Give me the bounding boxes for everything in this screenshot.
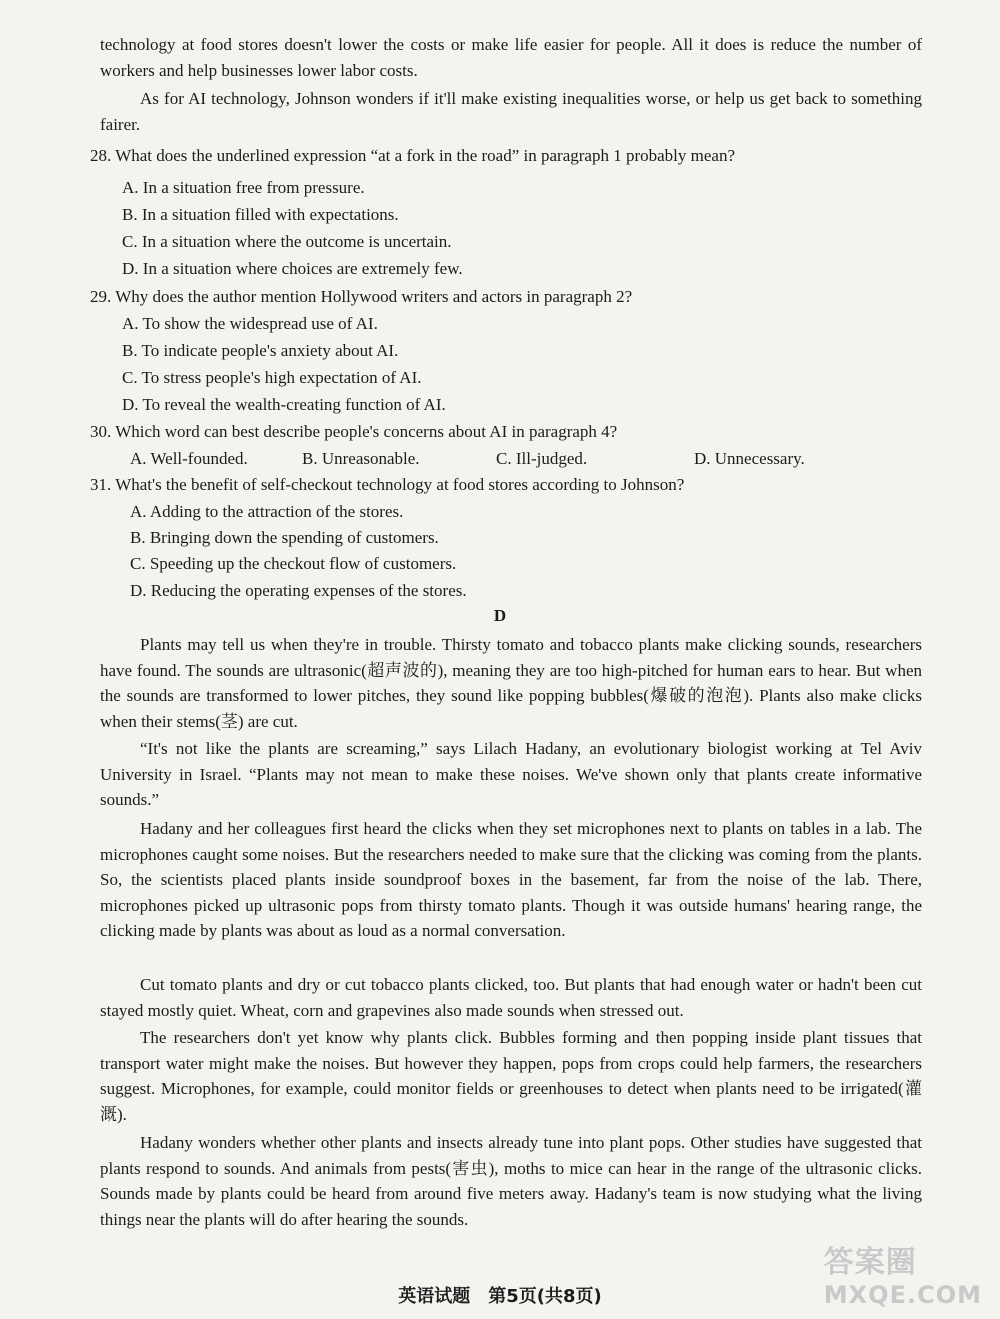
page-footer: 英语试题 第5页(共8页): [398, 1286, 602, 1307]
question-30-option-a[interactable]: A. Well-founded.: [130, 449, 248, 468]
question-29-option-b[interactable]: B. To indicate people's anxiety about AI.: [122, 341, 399, 360]
section-d-paragraph-1: Plants may tell us when they're in trouble. Thirsty tomato and tobacco plants make clicking sounds, researchers have found. The sounds are ultrasonic(超声波的), meaning they are too high-pitched for human ears to hear. But when the sounds are transformed to lower pitches, they sound like popping bubbles(爆破的泡泡). Plants also make clicks when their stems(茎) are cut.: [100, 635, 922, 731]
question-29-option-d[interactable]: D. To reveal the wealth-creating function of AI.: [122, 395, 446, 414]
question-31-option-a[interactable]: A. Adding to the attraction of the stores.: [130, 502, 404, 521]
question-30-stem: 30. Which word can best describe people's concerns about AI in paragraph 4?: [90, 422, 618, 441]
question-28-option-a[interactable]: A. In a situation free from pressure.: [122, 178, 365, 197]
watermark-logo-text: 答案圈: [823, 1245, 917, 1280]
question-31-option-d[interactable]: D. Reducing the operating expenses of the stores.: [130, 581, 467, 600]
question-30-option-c[interactable]: C. Ill-judged.: [496, 449, 588, 468]
section-d-paragraph-4: Cut tomato plants and dry or cut tobacco plants clicked, too. But plants that had enough water or hadn't been cut stayed mostly quiet. Wheat, corn and grapevines also made sounds when stressed out.: [100, 975, 922, 1020]
section-d-paragraph-5: The researchers don't yet know why plants click. Bubbles forming and then popping inside plant tissues that transport water might make the noises. But however they happen, pops from crops could help farmers, the researchers suggest. Microphones, for example, could monitor fields or greenhouses to detect when plants need to be irrigated(灌溉).: [100, 1028, 922, 1124]
section-d-heading: D: [493, 606, 507, 625]
question-29-option-c[interactable]: C. To stress people's high expectation of AI.: [122, 368, 422, 387]
question-31-stem: 31. What's the benefit of self-checkout technology at food stores according to Johnson?: [90, 475, 685, 494]
passage-c-paragraph-continued: technology at food stores doesn't lower the costs or make life easier for people. All it does is reduce the number of workers and help businesses lower labor costs.: [100, 35, 922, 80]
question-28-option-b[interactable]: B. In a situation filled with expectations.: [122, 205, 399, 224]
section-d-paragraph-2: “It's not like the plants are screaming,” says Lilach Hadany, an evolutionary biologist working at Tel Aviv University in Israel. “Plants may not mean to make these noises. We've shown only that plants create informative sounds.”: [100, 739, 922, 810]
watermark-logo: [824, 1237, 982, 1309]
question-29-stem: 29. Why does the author mention Hollywood writers and actors in paragraph 2?: [90, 287, 633, 306]
question-29-option-a[interactable]: A. To show the widespread use of AI.: [122, 314, 378, 333]
question-31-option-c[interactable]: C. Speeding up the checkout flow of customers.: [130, 554, 457, 573]
question-28-option-d[interactable]: D. In a situation where choices are extremely few.: [122, 259, 463, 278]
question-28-stem: 28. What does the underlined expression “at a fork in the road” in paragraph 1 probably mean?: [90, 146, 735, 165]
question-30-option-d[interactable]: D. Unnecessary.: [694, 449, 805, 468]
watermark-domain: MXQE.COM: [823, 1281, 982, 1309]
question-28-option-c[interactable]: C. In a situation where the outcome is uncertain.: [122, 232, 452, 251]
section-d-paragraph-6: Hadany wonders whether other plants and insects already tune into plant pops. Other studies have suggested that plants respond to sounds. And animals from pests(害虫), moths to mice can hear in the range of the ultrasonic clicks. Sounds made by plants could be heard from around five meters away. Hadany's team is now studying what the living things near the plants will do after hearing the sounds.: [100, 1133, 922, 1229]
passage-c-paragraph-last: As for AI technology, Johnson wonders if it'll make existing inequalities worse, or help us get back to something fairer.: [100, 89, 922, 134]
question-30-option-b[interactable]: B. Unreasonable.: [302, 449, 420, 468]
section-d-paragraph-3: Hadany and her colleagues first heard the clicks when they set microphones next to plants on tables in a lab. The microphones caught some noises. But the researchers needed to make sure that the clicking was coming from the plants. So, the scientists placed plants inside soundproof boxes in the basement, far from the noise of the lab. There, microphones picked up ultrasonic pops from thirsty tomato plants. Though it was outside humans' hearing range, the clicking made by plants was about as loud as a normal conversation.: [100, 819, 922, 941]
question-31-option-b[interactable]: B. Bringing down the spending of customers.: [130, 528, 439, 547]
